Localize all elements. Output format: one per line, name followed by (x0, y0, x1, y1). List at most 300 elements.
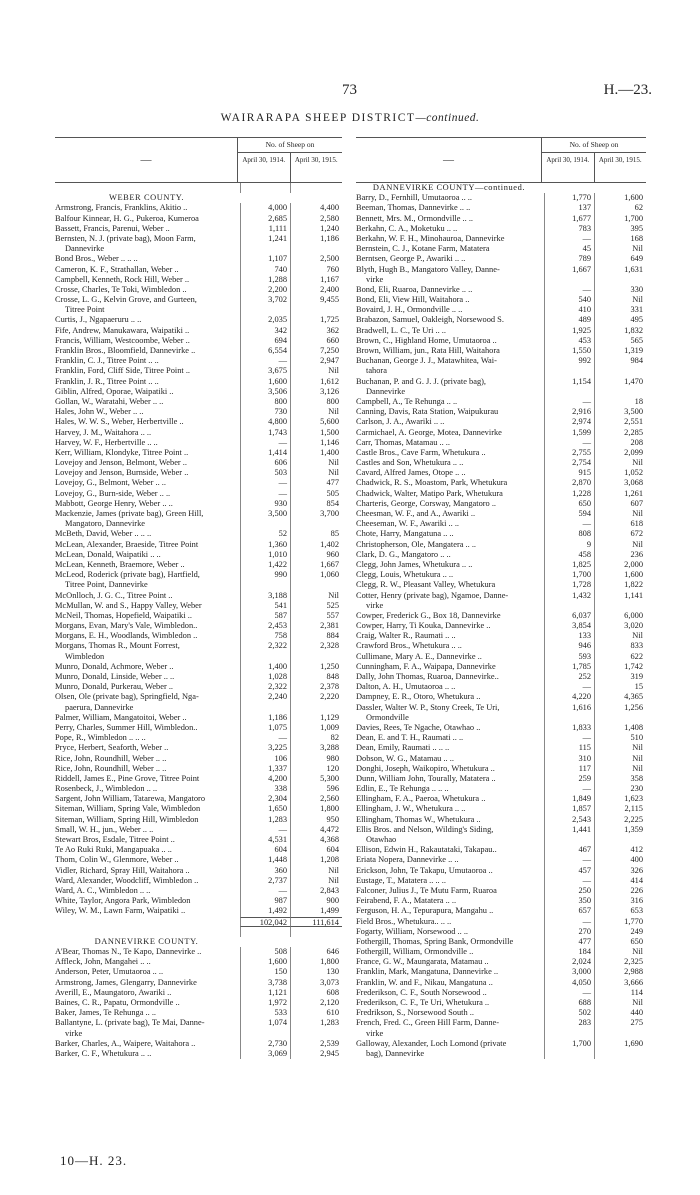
table-row (356, 723, 646, 733)
owner-name: McLean, Kenneth, Braemore, Weber .. (55, 559, 185, 569)
table-row (356, 377, 646, 387)
sheep-1915: 2,500 (320, 254, 339, 264)
owner-name: Canning, Davis, Rata Station, Waipukurau (356, 407, 499, 417)
table-row (356, 193, 646, 203)
sheep-1914 (544, 275, 595, 285)
sheep-1914 (240, 927, 291, 937)
sheep-1914: 1,743 (240, 428, 291, 438)
owner-name: Carlson, J. A., Awariki .. .. (356, 417, 445, 427)
table-row (356, 1039, 646, 1049)
table-row (55, 682, 342, 692)
sheep-1915: 2,225 (624, 814, 643, 824)
table-row (55, 356, 342, 366)
sheep-1914: 1,228 (544, 489, 595, 499)
sheep-1914: 310 (544, 754, 595, 764)
sheep-1915: 249 (630, 926, 643, 936)
sheep-1914: 2,685 (240, 214, 291, 224)
table-row (356, 203, 646, 213)
table-row (356, 733, 646, 743)
sheep-1914: 1,770 (544, 193, 595, 203)
sheep-1914: 593 (544, 652, 595, 662)
table-row (356, 957, 646, 967)
sheep-1915: 2,120 (320, 998, 339, 1007)
sheep-1915: 236 (630, 549, 643, 559)
owner-name: Dobson, W. G., Matamau .. .. (356, 753, 454, 763)
sheep-1915: 208 (630, 437, 643, 447)
table-row (356, 631, 646, 641)
sheep-1915: 660 (326, 335, 339, 345)
sheep-1914: 1,422 (240, 560, 291, 570)
sheep-1914: 740 (240, 265, 291, 275)
table-row (55, 957, 342, 967)
sheep-1914: 1,028 (240, 672, 291, 682)
table-row (356, 815, 646, 825)
sheep-1914: 2,737 (240, 876, 291, 886)
table-row (55, 601, 342, 611)
owner-name: Charteris, George, Corsway, Mangatoro .. (356, 498, 497, 508)
sheep-1915: 85 (330, 529, 339, 539)
sheep-1915: 557 (326, 610, 339, 620)
owner-name: Chadwick, R. S., Moastom, Park, Whetukura (356, 478, 508, 488)
sheep-1914: — (544, 397, 595, 407)
sheep-1915: Nil (328, 468, 339, 478)
sheep-1914: 1,972 (240, 998, 291, 1008)
sheep-1914: 2,916 (544, 407, 595, 417)
sheep-1914: 2,035 (240, 315, 291, 325)
owner-name: paerura, Dannevirke (65, 702, 134, 712)
owner-name: Dalton, A. H., Umutaoroa .. .. (356, 682, 456, 692)
sheep-1914: 2,322 (240, 641, 291, 651)
sheep-1915: 1,186 (320, 233, 339, 243)
sheep-1915: 62 (634, 203, 643, 213)
county-heading (356, 183, 646, 193)
owner-name: Morgans, Evan, Mary's Vale, Wimbledon.. (55, 621, 198, 631)
sheep-1915: 2,381 (320, 621, 339, 631)
sheep-1915: 2,099 (624, 447, 643, 457)
table-row (55, 540, 342, 550)
sheep-1915 (595, 601, 646, 611)
sheep-1914: 467 (544, 845, 595, 855)
sheep-1914: 1,616 (544, 703, 595, 713)
sheep-1914: — (544, 855, 595, 865)
table-row (356, 601, 646, 611)
owner-name: Franklin, C. J., Titree Point .. .. (55, 356, 159, 366)
table-row (55, 692, 342, 702)
owner-name: Ward, Alexander, Woodcliff, Wimbledon .. (55, 875, 199, 885)
owner-name: Fothergill, William, Ormondville .. (356, 947, 474, 957)
sheep-1915: 412 (630, 845, 643, 855)
table-row (55, 845, 342, 855)
sheep-1914: 657 (544, 906, 595, 916)
sheep-1915: 672 (630, 529, 643, 539)
sheep-1914: 338 (240, 784, 291, 794)
table-row (356, 774, 646, 784)
table-row (55, 275, 342, 285)
sheep-1915 (595, 387, 646, 397)
owner-name: Gollan, W., Waratahi, Weber .. .. (55, 396, 164, 406)
sheep-1914: 3,225 (240, 743, 291, 753)
page-title (0, 112, 700, 124)
table-row (356, 662, 646, 672)
sheep-1914: 106 (240, 754, 291, 764)
sheep-1914: 1,492 (240, 906, 291, 916)
sheep-1914 (544, 601, 595, 611)
owner-name: Armstrong, James, Glengarry, Dannevirke (55, 977, 197, 987)
sheep-1914: 946 (544, 641, 595, 651)
total-row (55, 917, 342, 927)
table-row (356, 947, 646, 957)
owner-name: Frederikson, C. F., South Norsewood .. (356, 987, 487, 997)
table-row (356, 356, 646, 366)
owner-name: Frederikson, C. F., Te Uri, Whetukura .. (356, 998, 490, 1007)
owner-name: Carmichael, A. George, Motea, Dannevirke (356, 427, 502, 437)
owner-name: bag), Dannevirke (366, 1048, 425, 1058)
owner-name: McLean, Alexander, Braeside, Titree Point (55, 539, 199, 549)
table-row (55, 988, 342, 998)
owner-name: McLean, Donald, Waipatiki .. .. (55, 549, 161, 559)
sheep-1915: 650 (630, 936, 643, 946)
owner-name: Beeman, Thomas, Dannevirke .. .. (356, 203, 471, 213)
sheep-1914: 1,700 (544, 1039, 595, 1049)
table-row (356, 275, 646, 285)
sheep-1914: 1,700 (544, 570, 595, 580)
sheep-1915: Nil (632, 539, 643, 549)
sheep-1915: 848 (326, 672, 339, 681)
owner-name: Barker, C. F., Whetukura .. .. (55, 1048, 152, 1058)
sheep-1914: 342 (240, 326, 291, 336)
owner-name: Otawhao (366, 835, 397, 844)
sheep-1914: 6,037 (544, 611, 595, 621)
owner-name: Franklin, Mark, Mangatuna, Dannevirke .. (356, 967, 499, 977)
sheep-1915 (595, 366, 646, 376)
table-row (55, 214, 342, 224)
table-row (356, 855, 646, 865)
owner-name: McBeth, David, Weber .. .. .. (55, 529, 152, 539)
owner-name: Ellingham, Thomas W., Whetukura .. (356, 814, 481, 824)
sheep-1914: 102,042 (240, 917, 291, 927)
sheep-1915: 505 (326, 488, 339, 498)
sheep-1914: 1,825 (544, 560, 595, 570)
title-suffix: —continued. (415, 112, 480, 124)
table-row (55, 723, 342, 733)
table-row (356, 754, 646, 764)
table-row (356, 336, 646, 346)
owner-name: McOnlloch, J. G. C., Titree Point .. (55, 590, 173, 600)
sheep-1915: 525 (326, 600, 339, 610)
owner-name: Bernstein, C. J., Kotane Farm, Matatera (356, 244, 490, 254)
owner-name: Fothergill, Thomas, Spring Bank, Ormondville (356, 936, 514, 946)
sheep-1915: 5,300 (320, 773, 339, 783)
sheep-1915: 2,945 (320, 1048, 339, 1058)
sheep-1915: 1,631 (624, 264, 643, 274)
table-row (55, 631, 342, 641)
owner-name: Palmer, William, Mangatoitoi, Weber .. (55, 712, 187, 722)
sheep-1915: 1,283 (320, 1018, 339, 1028)
owner-name: Harvey, J. M., Waitahora .. .. (55, 427, 152, 437)
sheep-1915: 1,600 (624, 570, 643, 580)
sheep-1915: 1,208 (320, 855, 339, 865)
sheep-1914: 252 (544, 672, 595, 682)
table-row (55, 580, 342, 590)
owner-name: Riddell, James E., Pine Grove, Titree Point (55, 773, 200, 783)
sheep-1915: Nil (632, 631, 643, 641)
sheep-1914: 1,677 (544, 214, 595, 224)
owner-name: Craig, Walter R., Raumati .. .. (356, 631, 456, 641)
sheep-1914: 1,337 (240, 764, 291, 774)
owner-name: Crosse, Charles, Te Toki, Wimbledon .. (55, 284, 187, 294)
table-row (356, 438, 646, 448)
sheep-1915: Nil (632, 509, 643, 518)
owner-name: Balfour Kinnear, H. G., Pukeroa, Kumeroa (55, 213, 199, 223)
sheep-1914: 2,453 (240, 621, 291, 631)
table-row (356, 397, 646, 407)
owner-name: Anderson, Peter, Umutaoroa .. .. (55, 967, 164, 977)
sheep-1914: 783 (544, 224, 595, 234)
sheep-1914: 650 (544, 499, 595, 509)
right-rows (356, 183, 646, 1059)
sheep-1915: 980 (326, 753, 339, 763)
sheep-1915: Nil (632, 763, 643, 773)
table-row (55, 448, 342, 458)
sheep-1915: 618 (630, 519, 643, 529)
owner-name: Hales, W. W. S., Weber, Herbertville .. (55, 417, 184, 427)
table-row (55, 784, 342, 794)
owner-name: Titree Point (65, 305, 105, 315)
table-row (356, 825, 646, 835)
table-row (356, 896, 646, 906)
table-row (356, 937, 646, 947)
table-row (356, 285, 646, 295)
table-row (356, 804, 646, 814)
sheep-1914 (544, 1049, 595, 1059)
table-row (55, 336, 342, 346)
sheep-1914: — (544, 988, 595, 998)
sheep-1915: 3,068 (624, 478, 643, 488)
sheep-1914: 1,925 (544, 326, 595, 336)
table-row (55, 377, 342, 387)
owner-name: Ellingham, J. W., Whetukura .. .. (356, 804, 466, 814)
sheep-1914: 117 (544, 764, 595, 774)
sheep-1915: 477 (326, 478, 339, 488)
sheep-1915: 646 (326, 947, 339, 957)
sheep-1914: 4,200 (240, 774, 291, 784)
table-row (55, 550, 342, 560)
sheep-1914 (544, 713, 595, 723)
sheep-1915: 900 (326, 896, 339, 906)
table-header (55, 137, 342, 183)
sheep-1915: 565 (630, 335, 643, 345)
sheep-1914: 1,599 (544, 428, 595, 438)
sheep-1915: 1,240 (320, 223, 339, 233)
sheep-1914: 789 (544, 254, 595, 264)
table-row (55, 203, 342, 213)
right-table (356, 137, 646, 1059)
table-row (55, 713, 342, 723)
table-row (55, 886, 342, 896)
sheep-1915 (595, 713, 646, 723)
owner-name: McMullan, W. and S., Happy Valley, Weber (55, 600, 202, 610)
sheep-1914 (240, 183, 291, 193)
sheep-1915: 2,325 (624, 957, 643, 967)
table-row (55, 774, 342, 784)
owner-name: Thom, Colin W., Glenmore, Weber .. (55, 855, 179, 865)
sheep-1915: 610 (326, 1008, 339, 1018)
sheep-1914: 3,188 (240, 591, 291, 601)
header-col-1915: April 30, 1915. (598, 156, 642, 164)
sheep-1915: 1,400 (320, 447, 339, 457)
sheep-1915: 7,250 (320, 346, 339, 355)
table-row (356, 845, 646, 855)
county-heading (55, 193, 342, 203)
table-row (356, 214, 646, 224)
sheep-1915: 2,378 (320, 682, 339, 692)
sheep-1914 (240, 244, 291, 254)
sheep-1915: 2,947 (320, 356, 339, 366)
table-row (55, 468, 342, 478)
table-row (356, 468, 646, 478)
owner-name: Barry, D., Fernhill, Umutaoroa .. .. (356, 193, 472, 203)
sheep-1914: — (544, 438, 595, 448)
sheep-1914: 4,050 (544, 978, 595, 988)
sheep-1915: 4,365 (624, 692, 643, 702)
owner-name: Dean, Emily, Raumati .. .. .. (356, 743, 450, 753)
sheep-1914: 1,728 (544, 580, 595, 590)
owner-name: Castles and Son, Whetukura .. .. (356, 458, 464, 468)
sheep-1914 (544, 366, 595, 376)
sheep-1914: 3,069 (240, 1049, 291, 1059)
table-row (356, 591, 646, 601)
table-row (356, 998, 646, 1008)
table-row (55, 927, 342, 937)
table-row (55, 570, 342, 580)
owner-name: Fredrikson, S., Norsewood South .. (356, 1008, 474, 1018)
sheep-1915: 331 (630, 305, 643, 315)
sheep-1914: 3,000 (544, 967, 595, 977)
sheep-1915: 230 (630, 784, 643, 794)
table-row (55, 305, 342, 315)
owner-name: Berntsen, George P., Awariki .. .. (356, 254, 466, 264)
owner-name: White, Taylor, Angora Park, Wimbledon (55, 896, 191, 906)
table-row (356, 927, 646, 937)
sheep-1915 (595, 275, 646, 285)
owner-name: virke (366, 600, 384, 610)
sheep-1915: 9,455 (320, 295, 339, 305)
owner-name: Ward, A. C., Wimbledon .. .. (55, 885, 151, 895)
sheep-1914: 2,200 (240, 285, 291, 295)
sheep-1915: Nil (328, 458, 339, 468)
table-row (356, 611, 646, 621)
owner-name: Clegg, John James, Whetukura .. .. (356, 559, 473, 569)
table-row (55, 346, 342, 356)
table-row (356, 906, 646, 916)
owner-name: Franklin Bros., Bloomfield, Dannevirke .. (55, 346, 196, 355)
table-row (356, 784, 646, 794)
header-group: No. of Sheep on (542, 138, 646, 153)
sheep-1914: — (240, 489, 291, 499)
table-row (356, 1008, 646, 1018)
sheep-1915: 120 (326, 763, 339, 773)
table-row (356, 713, 646, 723)
header-dash: — (140, 154, 152, 166)
table-row (55, 183, 342, 193)
table-row (356, 967, 646, 977)
owner-name: Lovejoy, G., Belmont, Weber .. .. (55, 478, 166, 488)
page-footer: 10—H. 23. (60, 1153, 128, 1168)
sheep-1914: — (240, 886, 291, 896)
sheep-1915: 800 (326, 396, 339, 406)
owner-name: Affleck, John, Mangahei .. .. (55, 957, 151, 967)
table-row (356, 764, 646, 774)
sheep-1914: — (240, 356, 291, 366)
sheep-1914 (240, 1029, 291, 1039)
sheep-1914 (240, 305, 291, 315)
owner-name: Crawford Bros., Whetukura .. .. (356, 641, 462, 651)
sheep-1914: 1,441 (544, 825, 595, 835)
owner-name: Siteman, William, Spring Vale, Wimbledon (55, 804, 201, 814)
header-col-1914: April 30, 1914. (542, 153, 595, 182)
sheep-1914: 1,400 (240, 662, 291, 672)
left-rows (55, 183, 342, 1059)
sheep-1914: 250 (544, 886, 595, 896)
sheep-1914: 3,702 (240, 295, 291, 305)
table-row (356, 988, 646, 998)
table-row (55, 866, 342, 876)
owner-name: Erickson, John, Te Takapu, Umutaoroa .. (356, 865, 493, 875)
sheep-1915: 1,060 (320, 570, 339, 580)
table-row (356, 478, 646, 488)
sheep-1915: 2,115 (624, 804, 643, 814)
table-row (356, 794, 646, 804)
owner-name: Chadwick, Walter, Matipo Park, Whetukura (356, 488, 503, 498)
sheep-1914: 1,833 (544, 723, 595, 733)
owner-name: Te Ao Ruki Ruki, Mangapuaka .. .. (55, 845, 172, 855)
table-row (356, 234, 646, 244)
sheep-1915: 1,690 (624, 1038, 643, 1048)
owner-name: Wimbledon (65, 651, 105, 661)
sheep-1914: 587 (240, 611, 291, 621)
sheep-1915: Nil (632, 295, 643, 305)
table-row (356, 876, 646, 886)
sheep-1914 (544, 835, 595, 845)
table-row (356, 886, 646, 896)
table-row (55, 1008, 342, 1018)
sheep-1914: 992 (544, 356, 595, 366)
sheep-1915: 2,285 (624, 427, 643, 437)
sheep-1915: 395 (630, 223, 643, 233)
owner-name: Dally, John Thomas, Ruaroa, Dannevirke.. (356, 672, 499, 681)
table-row (356, 407, 646, 417)
sheep-1914: 1,448 (240, 855, 291, 865)
table-row (356, 265, 646, 275)
owner-name: Morgans, Thomas R., Mount Forrest, (55, 641, 180, 651)
sheep-1914: 1,857 (544, 804, 595, 814)
table-row (356, 417, 646, 427)
sheep-1915: 4,472 (320, 824, 339, 834)
sheep-1914: 1,667 (544, 265, 595, 275)
left-table (55, 137, 342, 1059)
sheep-1914: 1,010 (240, 550, 291, 560)
table-row (356, 295, 646, 305)
sheep-1915: 168 (630, 233, 643, 243)
sheep-1915: 1,725 (320, 315, 339, 325)
owner-name: Buchanan, P. and G. J. J. (private bag), (356, 376, 487, 386)
sheep-1914: — (240, 478, 291, 488)
table-row (55, 478, 342, 488)
sheep-1914: 594 (544, 509, 595, 519)
sheep-1914: 1,360 (240, 540, 291, 550)
sheep-1915: Nil (328, 366, 339, 376)
sheep-1915: 3,500 (624, 407, 643, 417)
